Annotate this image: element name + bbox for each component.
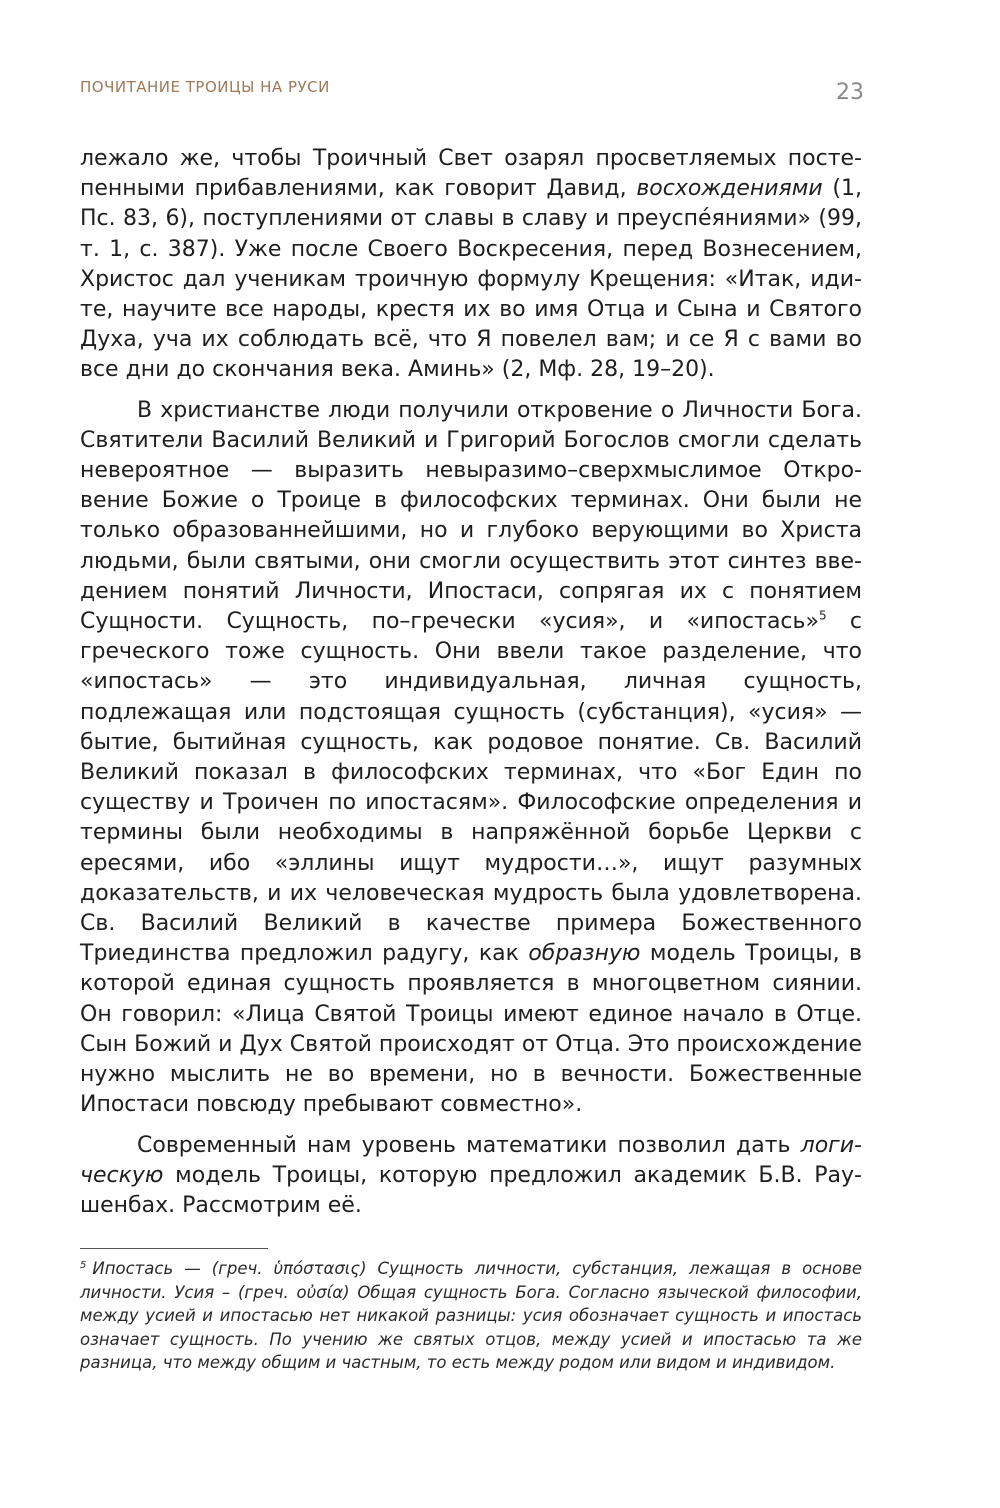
paragraph-3-text-b: модель Троицы, которую предложил академик Б.В. Раушенбах. Рассмотрим её. [80,1162,862,1218]
footnote-reference[interactable]: 5 [818,608,827,623]
paragraph-1-text-b: (1, Пс. 83, 6), поступлениями от славы в славу и преуспе́яниями» (99, т. 1, с. 387). Уже после Своего Воскресения, перед Вознесением, Христос дал ученикам троичную формулу Крещения: «Итак, идите, научите все народы, крестя их во имя Отца и Сына и Святого Духа, уча их соблюдать всё, что Я повелел вам; и се Я с вами во все дни до скончания века. Аминь» (2, Мф. 28, 19–20). [80,176,862,383]
footnote-divider [80,1248,268,1249]
paragraph-3-italic: логическую [80,1132,862,1188]
footnote-5 [80,1257,862,1375]
paragraph-2-text-b: с греческого тоже сущность. Они ввели такое разделение, что «ипостась» — это индивидуальная, личная сущность, подлежащая или подстоящая сущность (субстанция), «усия» — бытие, бытийная сущность, как родовое понятие. Св. Василий Великий показал в философских терминах, что «Бог Един по существу и Троичен по ипостасям». Философские определения и термины были необходимы в напряжённой борьбе Церкви с ересями, ибо «эллины ищут мудрости…», ищут разумных доказательств, и их человеческая мудрость была удовлетворена. Св. Василий Великий в качестве примера Божественного Триединства предложил радугу, как [80,609,863,967]
paragraph-1-italic: восхождениями [636,176,823,202]
paragraph-3-text-a: Современный нам уровень математики позволил дать [137,1132,801,1158]
paragraph-2-italic: образную [528,941,641,967]
paragraph-2-text-a: В христианстве люди получили откровение о Личности Бога. Святители Василий Великий и Григорий Богослов смогли сделать невероятное — выразить невыразимо–сверхмыслимое Откровение Божие о Троице в философских терминах. Они были не только образованнейшими, но и глубоко верующими во Христа людьми, были святыми, они смогли осуществить этот синтез введением понятий Личности, Ипостаси, сопрягая их с понятием Сущности. Сущность, по–гречески «усия», и «ипостась» [80,397,862,635]
paragraph-1-text-a: лежало же, чтобы Троичный Свет озарял просветляемых постепенными прибавлениями, как говорит Давид, [80,146,862,202]
paragraph-2-text-c: модель Троицы, в которой единая сущность проявляется в многоцветном сиянии. Он говорил: «Лица Святой Троицы имеют единое начало в Отце. Сын Божий и Дух Святой происходят от Отца. Это происхождение нужно мыслить не во времени, но в вечности. Божественные Ипостаси повсюду пребывают совместно». [80,941,863,1118]
footnote-text: Ипостась — (греч. ὑπόστασις) Сущность личности, субстанция, лежащая в основе личности. Усия – (греч. οὐσία) Общая сущность Бога. Согласно языческой философии, между усией и ипостасью нет никакой разницы: усия обозначает сущность и ипостась означает сущность. По учению же святых отцов, между усией и ипостасью та же разница, что между общим и частным, то есть между родом или видом и индивидом. [80,1259,862,1372]
footnotes [80,1257,862,1375]
footnote-mark: 5 [80,1259,87,1271]
paragraph-3 [80,1131,862,1222]
paragraph-1 [80,144,862,386]
running-head: ПОЧИТАНИЕ ТРОИЦЫ НА РУСИ [80,78,330,96]
page-number: 23 [836,80,864,105]
body-text [80,144,862,1221]
paragraph-2 [80,396,862,1121]
